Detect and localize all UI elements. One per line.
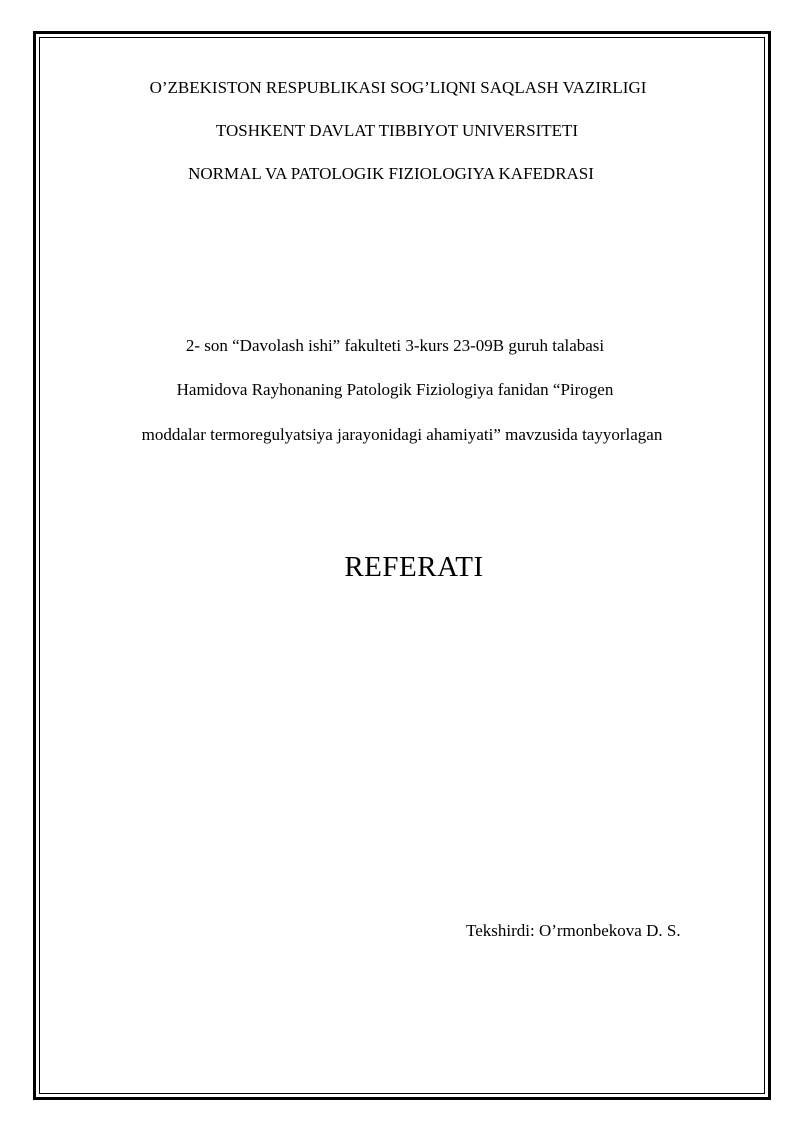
department-heading: NORMAL VA PATOLOGIK FIZIOLOGIYA KAFEDRASI	[188, 164, 594, 183]
university-heading: TOSHKENT DAVLAT TIBBIYOT UNIVERSITETI	[215, 121, 579, 140]
reviewer-line: Tekshirdi: O’rmonbekova D. S.	[466, 921, 681, 940]
ministry-heading: O’ZBEKISTON RESPUBLIKASI SOG’LIQNI SAQLASH VAZIRLIGI	[149, 78, 647, 97]
intro-line-2: Hamidova Rayhonaning Patologik Fiziologiya fanidan “Pirogen	[176, 380, 614, 399]
document-title: REFERATI	[344, 551, 484, 583]
intro-line-1: 2- son “Davolash ishi” fakulteti 3-kurs 23-09B guruh talabasi	[185, 336, 605, 355]
intro-line-3: moddalar termoregulyatsiya jarayonidagi ahamiyati” mavzusida tayyorlagan	[141, 425, 663, 444]
